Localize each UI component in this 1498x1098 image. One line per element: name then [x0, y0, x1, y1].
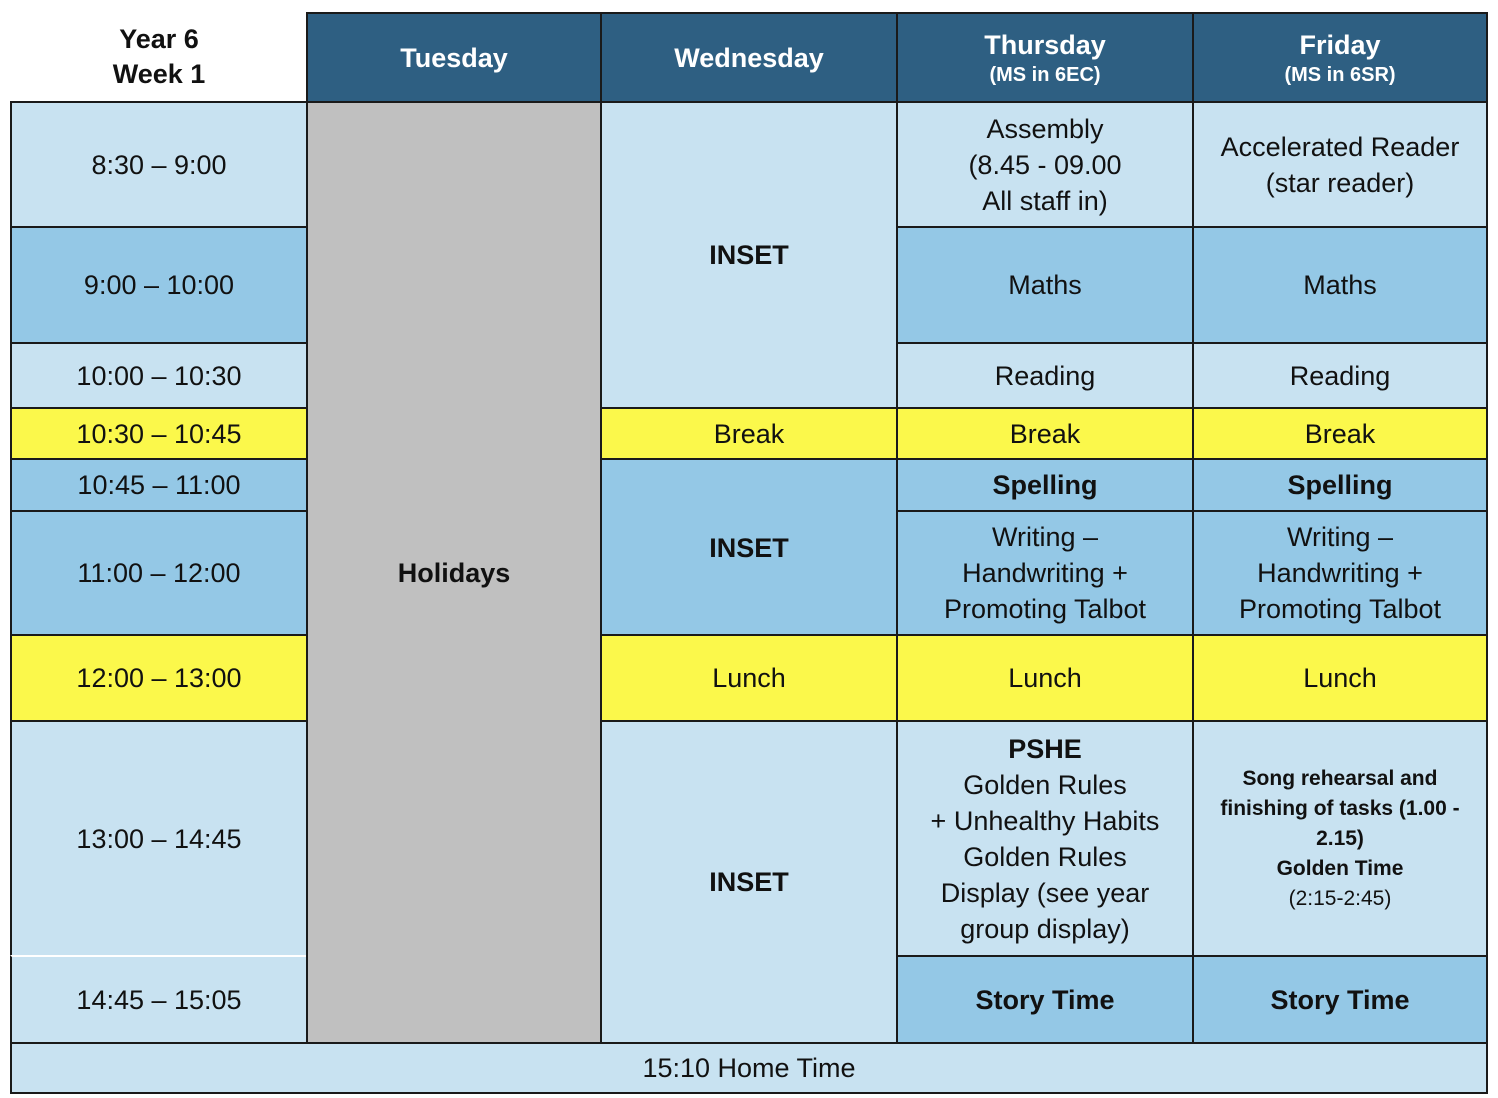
- friday-story-time: Story Time: [1192, 955, 1488, 1044]
- friday-writing: [1192, 510, 1488, 636]
- time-cell: 10:45 – 11:00: [10, 458, 308, 512]
- holidays-label: Holidays: [397, 557, 511, 588]
- pshe-line: Display (see year: [940, 877, 1150, 908]
- pshe-line: Golden Rules: [963, 769, 1127, 800]
- time-cell: 14:45 – 15:05: [10, 955, 308, 1044]
- wednesday-inset-afternoon: [600, 720, 898, 1044]
- thursday-writing: [896, 510, 1194, 636]
- writing-line: Promoting Talbot: [943, 594, 1147, 624]
- time-cell: 9:00 – 10:00: [10, 226, 308, 344]
- friday-lunch: Lunch: [1192, 634, 1488, 722]
- friday-maths: Maths: [1192, 226, 1488, 344]
- header-thursday-sub: (MS in 6EC): [989, 63, 1101, 86]
- header-friday: [1192, 12, 1488, 103]
- assembly-line: All staff in): [982, 185, 1108, 216]
- inset-label: INSET: [709, 240, 789, 270]
- thursday-story-time: Story Time: [896, 955, 1194, 1044]
- pshe-title: PSHE: [1008, 733, 1082, 764]
- title-week: Week 1: [112, 59, 206, 89]
- wednesday-break: Break: [600, 407, 898, 460]
- header-tuesday-label: Tuesday: [400, 42, 508, 73]
- friday-spelling: Spelling: [1192, 458, 1488, 512]
- tuesday-holidays: [306, 101, 602, 1044]
- friday-song-golden-time: [1192, 720, 1488, 957]
- friday-accelerated-reader: [1192, 101, 1488, 228]
- inset-label: INSET: [709, 533, 789, 563]
- golden-time-sub: (2:15-2:45): [1288, 886, 1392, 910]
- thursday-spelling: Spelling: [896, 458, 1194, 512]
- header-friday-sub: (MS in 6SR): [1284, 63, 1396, 86]
- writing-line: Writing –: [1286, 522, 1394, 552]
- song-line: 2.15): [1316, 826, 1364, 850]
- song-line: finishing of tasks (1.00 -: [1220, 796, 1460, 820]
- time-cell: 13:00 – 14:45: [10, 720, 308, 957]
- wednesday-lunch: Lunch: [600, 634, 898, 722]
- header-thursday-label: Thursday: [984, 29, 1106, 60]
- reader-line: (star reader): [1265, 167, 1415, 198]
- pshe-line: + Unhealthy Habits: [930, 805, 1160, 836]
- assembly-line: (8.45 - 09.00: [968, 149, 1122, 180]
- thursday-break: Break: [896, 407, 1194, 460]
- header-thursday: [896, 12, 1194, 103]
- wednesday-inset-midday: [600, 458, 898, 636]
- writing-line: Promoting Talbot: [1238, 594, 1442, 624]
- golden-time-label: Golden Time: [1276, 856, 1404, 880]
- friday-reading: Reading: [1192, 342, 1488, 409]
- thursday-maths: Maths: [896, 226, 1194, 344]
- time-cell: 11:00 – 12:00: [10, 510, 308, 636]
- time-cell: 12:00 – 13:00: [10, 634, 308, 722]
- time-cell: 10:00 – 10:30: [10, 342, 308, 409]
- friday-break: Break: [1192, 407, 1488, 460]
- pshe-line: Golden Rules: [963, 841, 1127, 872]
- header-wednesday: [600, 12, 898, 103]
- assembly-line: Assembly: [986, 113, 1104, 144]
- pshe-line: group display): [960, 913, 1130, 944]
- writing-line: Writing –: [991, 522, 1099, 552]
- thursday-lunch: Lunch: [896, 634, 1194, 722]
- header-tuesday: [306, 12, 602, 103]
- home-time-footer: 15:10 Home Time: [10, 1042, 1488, 1094]
- time-cell: 10:30 – 10:45: [10, 407, 308, 460]
- timetable-title: [12, 12, 306, 102]
- writing-line: Handwriting +: [962, 558, 1128, 588]
- header-wednesday-label: Wednesday: [674, 42, 824, 73]
- wednesday-inset-morning: [600, 101, 898, 409]
- reader-line: Accelerated Reader: [1220, 131, 1460, 162]
- thursday-assembly: [896, 101, 1194, 228]
- inset-label: INSET: [709, 867, 789, 897]
- time-cell: 8:30 – 9:00: [10, 101, 308, 228]
- song-line: Song rehearsal and: [1242, 766, 1438, 790]
- thursday-reading: Reading: [896, 342, 1194, 409]
- thursday-pshe: [896, 720, 1194, 957]
- writing-line: Handwriting +: [1257, 558, 1423, 588]
- header-friday-label: Friday: [1299, 29, 1381, 60]
- title-year: Year 6: [119, 24, 199, 54]
